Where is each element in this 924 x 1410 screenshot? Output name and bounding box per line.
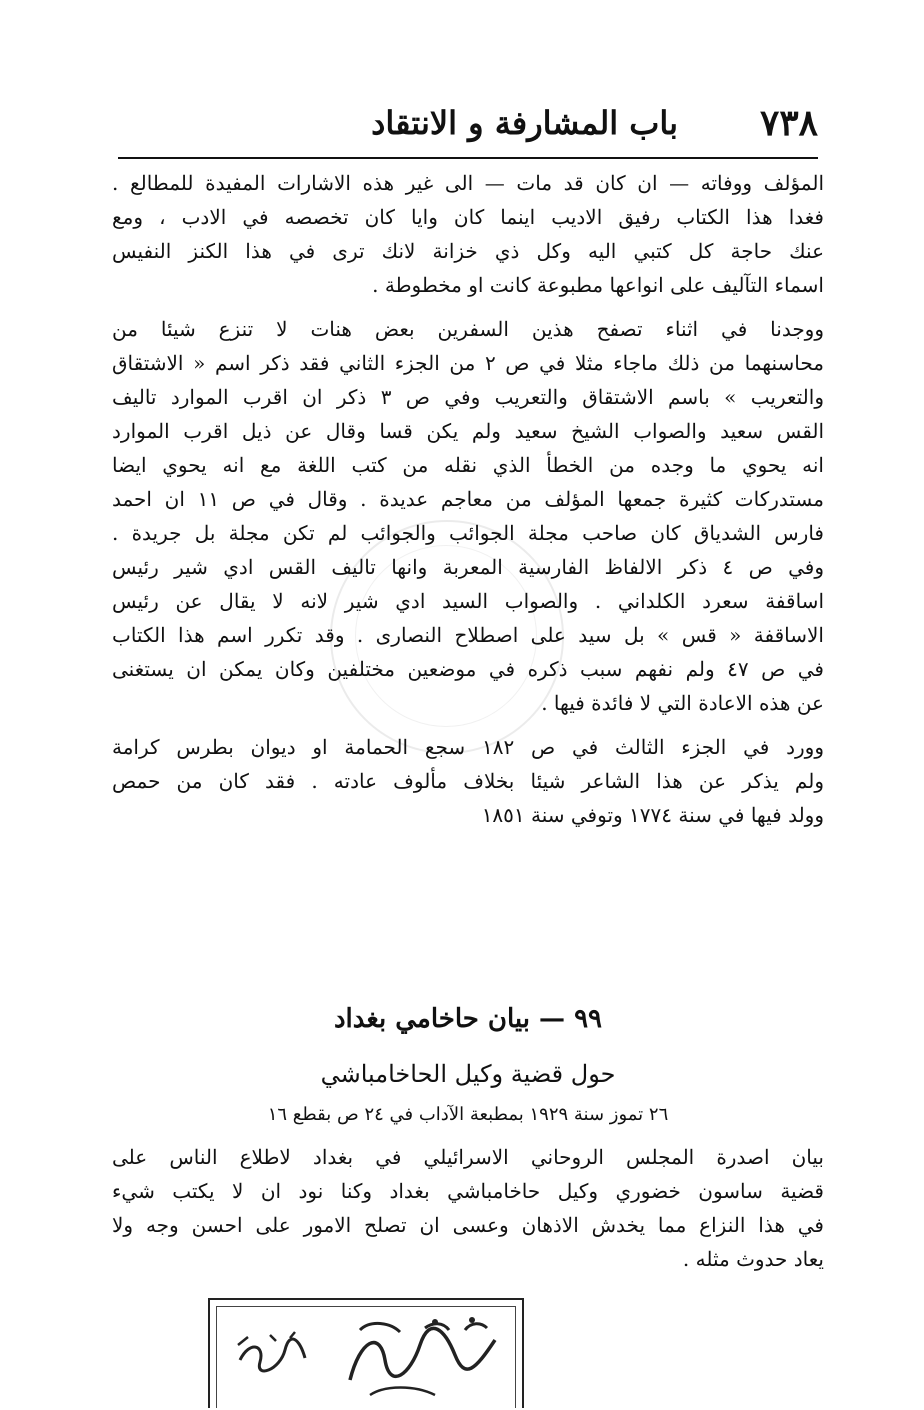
section-subtitle: حول قضية وكيل الحاخامباشي: [320, 1060, 616, 1088]
text-line: اسماء التآليف على انواعها مطبوعة كانت او مخطوطة .: [372, 273, 824, 297]
paragraph-gap: [112, 720, 824, 730]
paragraph-2: [112, 312, 824, 720]
page-number: ٧٣٨: [759, 102, 818, 144]
text-line: قضية ساسون خضوري وكيل حاخامباشي بغداد وكنا نود ان لا يكتب شيء: [112, 1179, 824, 1203]
text-line: فارس الشدياق كان صاحب مجلة الجوائب والجوائب لم تكن مجلة بل جريدة .: [112, 521, 824, 545]
text-line: وفي ص ٤ ذكر الالفاظ الفارسية المعربة وانها تاليف القس ادي شير رئيس: [112, 555, 824, 579]
section-title: ٩٩ — بيان حاخامي بغداد: [333, 1004, 603, 1034]
text-line: القس سعيد والصواب الشيخ سعيد ولم يكن قسا وقال عن ذيل اقرب الموارد: [112, 419, 824, 443]
text-line: فغدا هذا الكتاب رفيق الاديب اينما كان وايا كان تخصصه في الادب ، ومع: [112, 205, 824, 229]
text-line: اساقفة سعرد الكلداني . والصواب السيد ادي شير لانه لا يقال عن رئيس: [112, 589, 824, 613]
text-line: عنك حاجة كل كتبي اليه وكل ذي خزانة لانك ترى في هذا الكنز النفيس: [112, 239, 824, 263]
text-line: وولد فيها في سنة ١٧٧٤ وتوفي سنة ١٨٥١: [481, 803, 824, 827]
text-line: يعاد حدوث مثله .: [682, 1247, 824, 1271]
text-line: عن هذه الاعادة التي لا فائدة فيها .: [541, 691, 824, 715]
text-line: ووجدنا في اثناء تصفح هذين السفرين بعض هنات لا تنزع شيئا من: [112, 317, 824, 341]
header-rule: [118, 157, 818, 159]
section-body-text: [112, 1140, 824, 1276]
text-line: وورد في الجزء الثالث في ص ١٨٢ سجع الحمامة او ديوان بطرس كرامة: [112, 735, 824, 759]
paragraph-gap: [112, 302, 824, 312]
running-title: باب المشارفة و الانتقاد: [371, 104, 678, 142]
text-line: ولم يذكر عن هذا الشاعر شيئا بخلاف مألوف عادته . فقد كان من حمص: [112, 769, 824, 793]
section-source-line: ٢٦ تموز سنة ١٩٢٩ بمطبعة الآداب في ٢٤ ص بقطع ١٦: [267, 1104, 669, 1125]
text-line: في ص ٤٧ ولم نفهم سبب ذكره في موضعين مختلفين وكان يمكن ان يستغنى: [112, 657, 824, 681]
body-text: [112, 166, 824, 832]
text-line: الاساقفة « قس » بل سيد على اصطلاح النصارى . وقد تكرر اسم هذا الكتاب: [112, 623, 824, 647]
paragraph-1: [112, 166, 824, 302]
stamp-signature-graphic: [210, 1300, 526, 1410]
text-line: والتعريب » باسم الاشتقاق والتعريب وفي ص ٣ ذكر ان اقرب الموارد تاليف: [112, 385, 824, 409]
library-ownership-stamp-icon: [208, 1298, 524, 1408]
paragraph-3: [112, 730, 824, 832]
text-line: بيان اصدرة المجلس الروحاني الاسرائيلي في بغداد لاطلاع الناس على: [112, 1145, 824, 1169]
text-line: محاسنهما من ذلك ماجاء مثلا في ص ٢ من الجزء الثاني فقد ذكر اسم « الاشتقاق: [112, 351, 824, 375]
text-line: انه يحوي ما وجده من الخطأ الذي نقله من كتب اللغة مع انه يحوي ايضا: [112, 453, 824, 477]
text-line: المؤلف ووفاته — ان كان قد مات — الى غير هذه الاشارات المفيدة للمطالع .: [112, 171, 824, 195]
page-header: [118, 98, 818, 148]
text-line: مستدركات كثيرة جمعها المؤلف من معاجم عديدة . وقال في ص ١١ ان احمد: [112, 487, 824, 511]
text-line: في هذا النزاع مما يخدش الاذهان وعسى ان تصلح الامور على احسن وجه ولا: [112, 1213, 824, 1237]
